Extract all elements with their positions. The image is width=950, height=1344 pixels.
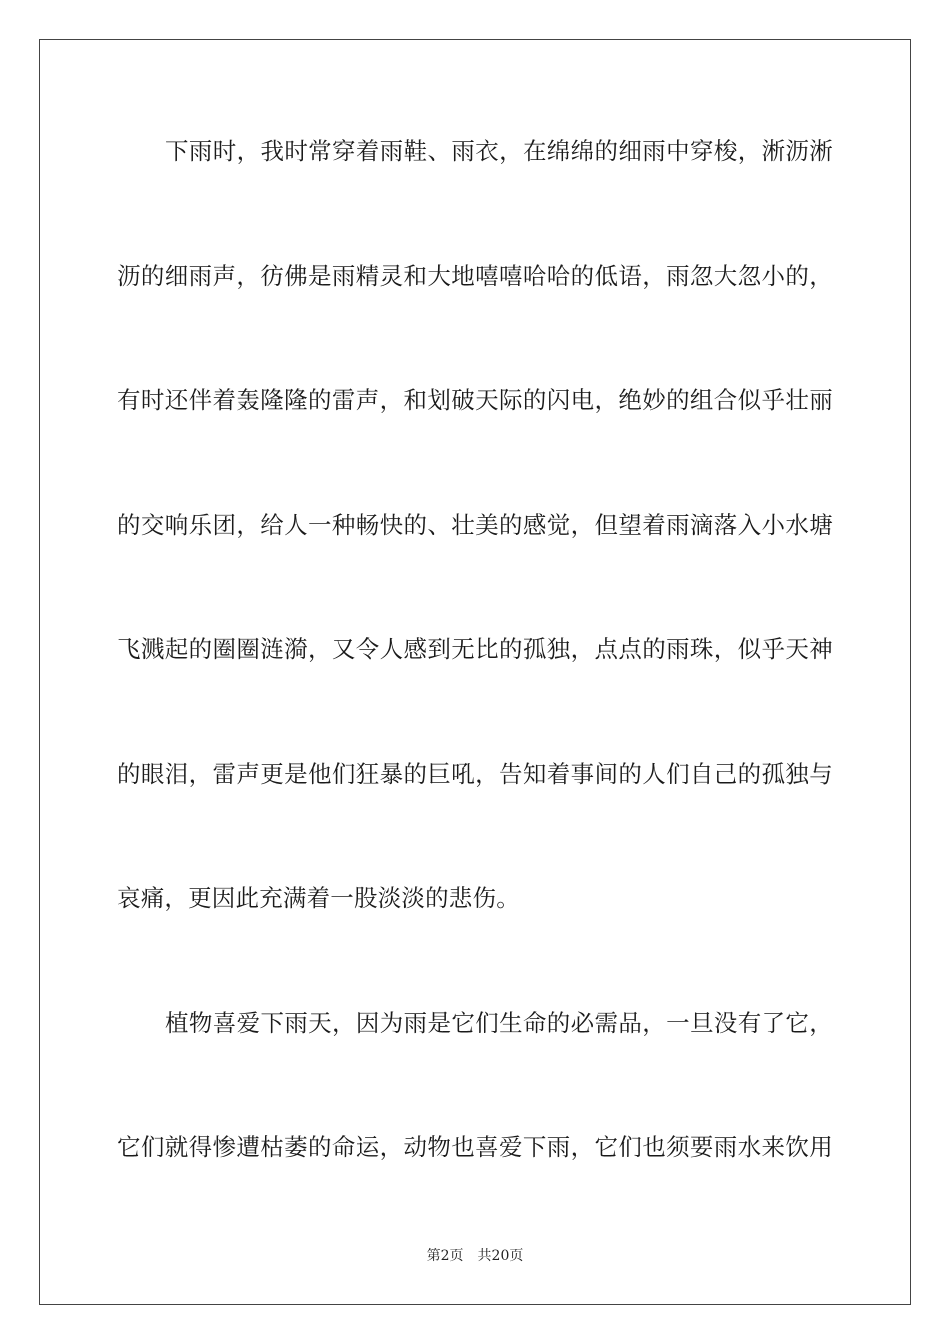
paragraph-line: 的眼泪，雷声更是他们狂暴的巨吼，告知着事间的人们自己的孤独与 xyxy=(117,760,833,788)
paragraph-line: 植物喜爱下雨天，因为雨是它们生命的必需品，一旦没有了它， xyxy=(165,1009,833,1037)
paragraph-line: 下雨时，我时常穿着雨鞋、雨衣，在绵绵的细雨中穿梭，淅沥淅 xyxy=(165,137,833,165)
page-number: 第2页 xyxy=(426,1248,464,1264)
paragraph-line: 沥的细雨声，彷佛是雨精灵和大地嘻嘻哈哈的低语，雨忽大忽小的， xyxy=(117,262,833,290)
paragraph-line: 它们就得惨遭枯萎的命运，动物也喜爱下雨，它们也须要雨水来饮用 xyxy=(117,1133,833,1161)
page-total: 共20页 xyxy=(477,1248,524,1264)
paragraph-line: 飞溅起的圈圈涟漪，又令人感到无比的孤独，点点的雨珠，似乎天神 xyxy=(117,635,833,663)
paragraph-line: 哀痛，更因此充满着一股淡淡的悲伤。 xyxy=(117,884,520,912)
page-footer xyxy=(0,1247,950,1265)
page-border xyxy=(39,39,911,1305)
paragraph-line: 有时还伴着轰隆隆的雷声，和划破天际的闪电，绝妙的组合似乎壮丽 xyxy=(117,386,833,414)
paragraph-line: 的交响乐团，给人一种畅快的、壮美的感觉，但望着雨滴落入小水塘 xyxy=(117,511,833,539)
